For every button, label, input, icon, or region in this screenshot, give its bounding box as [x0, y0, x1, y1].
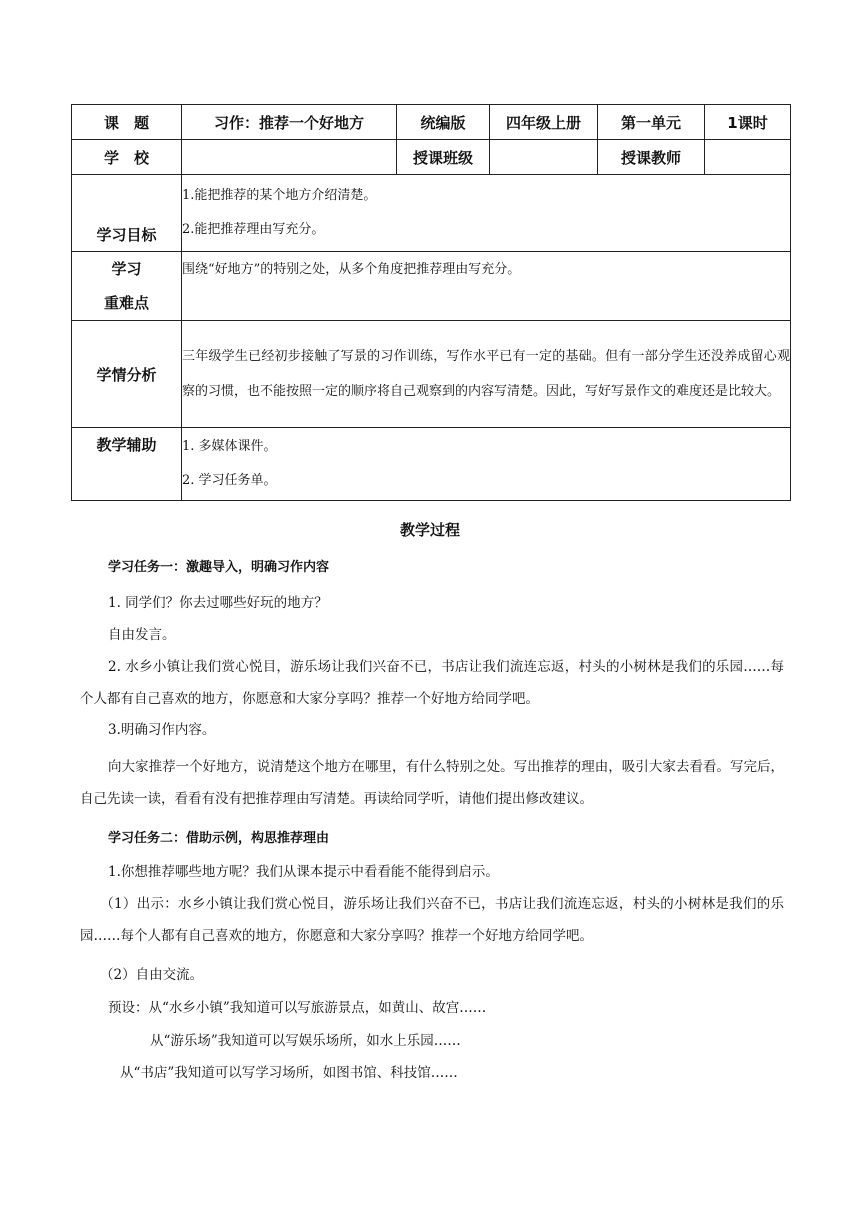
school-value	[182, 140, 397, 175]
task2-item-2-text: （1）出示：水乡小镇让我们赏心悦目，游乐场让我们兴奋不已，书店让我们流连忘返，村头的小树林是我们的乐园……每个人都有自己喜欢的地方，你愿意和大家分享吗？推荐一个好地方给同学吧。	[80, 896, 784, 944]
grade: 四年级上册	[490, 105, 598, 140]
class-value	[490, 140, 598, 175]
paragraph-3-text: 向大家推荐一个好地方，说清楚这个地方在哪里，有什么特别之处。写出推荐的理由，吸引大家去看看。写完后，自己先读一读，看看有没有把推荐理由写清楚。再读给同学听，请他们提出修改建议。	[80, 759, 784, 807]
table-row	[72, 252, 791, 321]
paragraph-3-body	[80, 751, 784, 815]
goals-list	[182, 175, 791, 252]
class-label: 授课班级	[397, 140, 490, 175]
goal-item: 1.能把推荐的某个地方介绍清楚。	[182, 188, 377, 203]
task1-heading: 学习任务一：激趣导入，明确习作内容	[108, 560, 330, 575]
analysis-label: 学情分析	[72, 321, 182, 428]
subject-value: 习作：推荐一个好地方	[182, 105, 397, 140]
task2-heading: 学习任务二：借助示例，构思推荐理由	[108, 831, 330, 846]
edition: 统编版	[397, 105, 490, 140]
teacher-label: 授课教师	[598, 140, 705, 175]
table-row	[72, 175, 791, 252]
table-row	[72, 105, 791, 140]
task2-item-1: 1.你想推荐哪些地方呢？我们从课本提示中看看能不能得到启示。	[108, 864, 499, 880]
difficulty-label-line2: 重难点	[103, 294, 149, 312]
table-row	[72, 321, 791, 428]
goal-item: 2.能把推荐理由写充分。	[182, 222, 325, 237]
teacher-value	[705, 140, 791, 175]
analysis-text: 三年级学生已经初步接触了写景的习作训练，写作水平已有一定的基础。但有一部分学生还没养成留心观察的习惯，也不能按照一定的顺序将自己观察到的内容写清楚。因此，写好写景作文的难度还是比较大。	[182, 321, 791, 428]
aid-item: 1. 多媒体课件。	[182, 439, 277, 454]
difficulty-text: 围绕“好地方”的特别之处，从多个角度把推荐理由写充分。	[182, 252, 791, 321]
paragraph-3-heading: 3.明确习作内容。	[108, 722, 216, 738]
aids-label: 教学辅助	[72, 428, 182, 501]
question-1: 1. 同学们？你去过哪些好玩的地方？	[108, 595, 328, 611]
unit: 第一单元	[598, 105, 705, 140]
task2-item-3: （2）自由交流。	[100, 967, 204, 983]
paragraph-2-text: 2. 水乡小镇让我们赏心悦目，游乐场让我们兴奋不已，书店让我们流连忘返，村头的小树林是我们的乐园……每个人都有自己喜欢的地方，你愿意和大家分享吗？推荐一个好地方给同学吧。	[80, 659, 784, 707]
answer-1: 自由发言。	[108, 627, 176, 643]
aids-list	[182, 428, 791, 501]
goals-label: 学习目标	[72, 175, 182, 252]
preset-3: 从“书店”我知道可以写学习场所，如图书馆、科技馆……	[120, 1065, 458, 1081]
class-hours: 1课时	[705, 105, 791, 140]
difficulty-label-line1: 学习	[111, 260, 142, 278]
preset-2: 从“游乐场”我知道可以写娱乐场所，如水上乐园……	[150, 1033, 461, 1049]
preset-1: 预设：从“水乡小镇”我知道可以写旅游景点，如黄山、故宫……	[108, 1000, 487, 1016]
table-row	[72, 140, 791, 175]
subject-label: 课 题	[72, 105, 182, 140]
section-title: 教学过程	[399, 521, 460, 539]
school-label: 学 校	[72, 140, 182, 175]
lesson-info-table	[71, 104, 791, 501]
aid-item: 2. 学习任务单。	[182, 473, 277, 488]
paragraph-2	[80, 651, 784, 715]
difficulty-label	[72, 252, 182, 321]
task2-item-2	[80, 888, 784, 952]
table-row	[72, 428, 791, 501]
